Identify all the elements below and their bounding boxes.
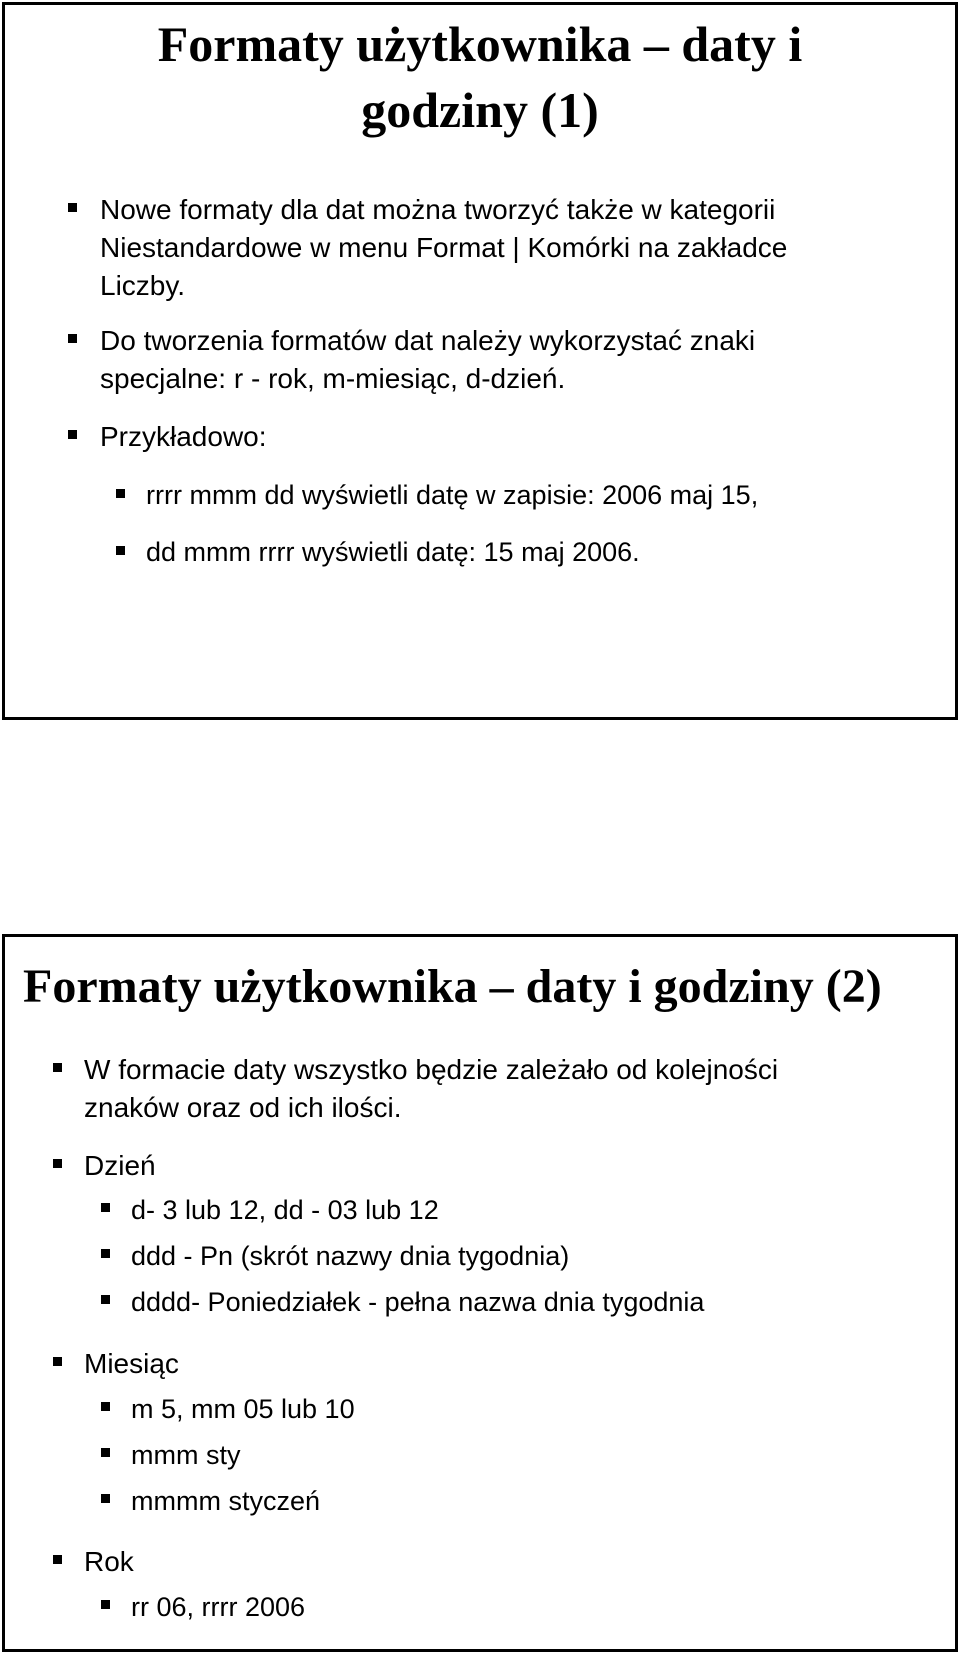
- bullet-line: Niestandardowe w menu Format | Komórki na zakładce: [100, 232, 788, 263]
- day-item: d- 3 lub 12, dd - 03 lub 12: [131, 1195, 439, 1225]
- slide-2-day-label: Dzień: [84, 1150, 156, 1181]
- bullet-line: znaków oraz od ich ilości.: [84, 1092, 402, 1123]
- bullet-line: specjalne: r - rok, m-miesiąc, d-dzień.: [100, 363, 566, 394]
- sub-bullet-square-icon: [101, 1402, 110, 1411]
- bullet-line: Liczby.: [100, 270, 186, 301]
- slide-2: [2, 934, 958, 1652]
- sub-bullet-square-icon: [101, 1203, 110, 1212]
- slide-2-intro: [84, 1051, 778, 1127]
- sub-bullet-square-icon: [116, 546, 125, 555]
- slide-2-month-label: Miesiąc: [84, 1348, 179, 1379]
- month-item: m 5, mm 05 lub 10: [131, 1394, 355, 1424]
- bullet-line: Przykładowo:: [100, 421, 267, 452]
- slide-2-title: Formaty użytkownika – daty i godziny (2): [23, 960, 882, 1013]
- month-item: mmm sty: [131, 1440, 241, 1470]
- slide-1: [2, 2, 958, 720]
- sub-bullet-square-icon: [101, 1448, 110, 1457]
- slide-2-year-label: Rok: [84, 1546, 134, 1577]
- bullet-line: Nowe formaty dla dat można tworzyć także w kategorii: [100, 194, 776, 225]
- bullet-square-icon: [68, 334, 77, 343]
- bullet-square-icon: [53, 1063, 62, 1072]
- month-item: mmmm styczeń: [131, 1486, 320, 1516]
- slide-1-sub-bullet-1: rrrr mmm dd wyświetli datę w zapisie: 2006 maj 15,: [146, 480, 759, 510]
- slide-1-sub-bullet-2: dd mmm rrrr wyświetli datę: 15 maj 2006.: [146, 537, 640, 567]
- bullet-square-icon: [68, 203, 77, 212]
- bullet-square-icon: [53, 1555, 62, 1564]
- bullet-line: W formacie daty wszystko będzie zależało od kolejności: [84, 1054, 779, 1085]
- day-item: dddd- Poniedziałek - pełna nazwa dnia tygodnia: [131, 1287, 705, 1317]
- sub-bullet-square-icon: [101, 1249, 110, 1258]
- slide-1-bullet-3: [100, 418, 267, 456]
- day-item: ddd - Pn (skrót nazwy dnia tygodnia): [131, 1241, 570, 1271]
- bullet-square-icon: [68, 430, 77, 439]
- slide-1-bullet-2: [100, 322, 755, 398]
- slide-1-title: Formaty użytkownika – daty i godziny (1): [157, 16, 803, 138]
- sub-bullet-square-icon: [101, 1295, 110, 1304]
- bullet-square-icon: [53, 1357, 62, 1366]
- sub-bullet-square-icon: [101, 1494, 110, 1503]
- slide-1-bullet-1: [100, 191, 787, 305]
- year-item: rr 06, rrrr 2006: [131, 1592, 306, 1622]
- sub-bullet-square-icon: [101, 1600, 110, 1609]
- bullet-square-icon: [53, 1159, 62, 1168]
- bullet-line: Do tworzenia formatów dat należy wykorzystać znaki: [100, 325, 756, 356]
- sub-bullet-square-icon: [116, 489, 125, 498]
